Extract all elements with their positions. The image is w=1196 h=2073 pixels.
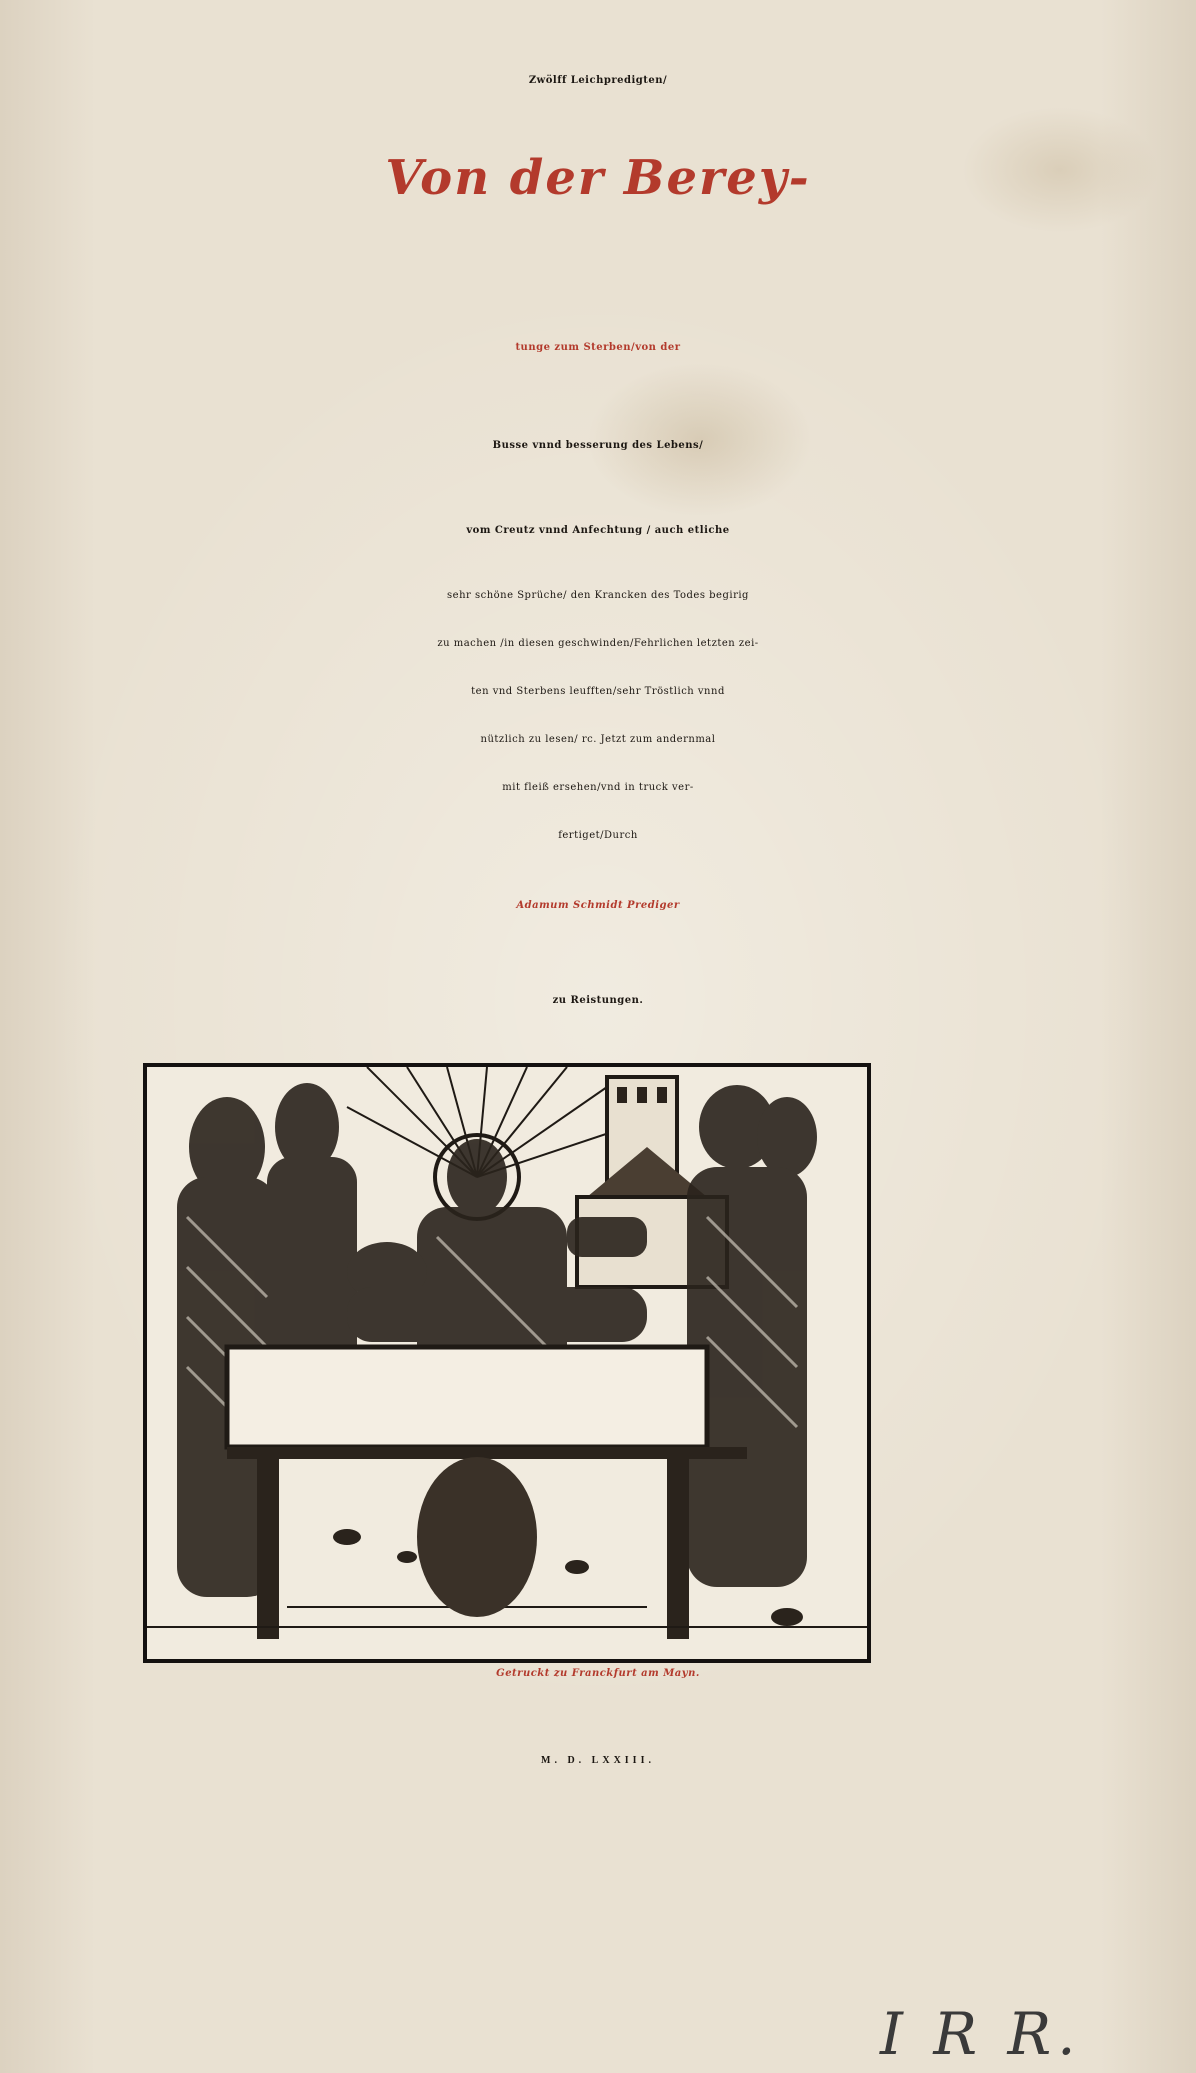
title-line-4: Busse vnnd besserung des Lebens/ [492,440,704,451]
title-line-9: nützlich zu lesen/ rc. Jetzt zum andernmal [480,734,716,745]
author-place: zu Reistungen. [552,995,644,1006]
handwritten-shelfmark: I R R. [880,2000,1082,2068]
title-line-7: zu machen /in diesen geschwinden/Fehrlichen letzten zei- [437,638,759,649]
publication-date: M. D. LXXIII. [541,1755,655,1766]
title-line-10: mit fleiß ersehen/vnd in truck ver- [502,782,694,793]
title-line-11: fertiget/Durch [558,830,638,841]
title-line-3: tunge zum Sterben/von der [515,342,681,353]
title-line-6: sehr schöne Sprüche/ den Krancken des Todes begirig [447,590,749,601]
title-line-2: Von der Berey- [385,150,811,206]
title-line-8: ten vnd Sterbens leufften/sehr Tröstlich vnnd [471,686,725,697]
title-line-5: vom Creutz vnnd Anfechtung / auch etliche [466,525,730,536]
author-name: Adamum Schmidt Prediger [516,900,680,911]
imprint-line: Getruckt zu Franckfurt am Mayn. [496,1668,700,1679]
entombment-woodcut [143,1063,871,1663]
title-line-1: Zwölff Leichpredigten/ [528,75,668,86]
